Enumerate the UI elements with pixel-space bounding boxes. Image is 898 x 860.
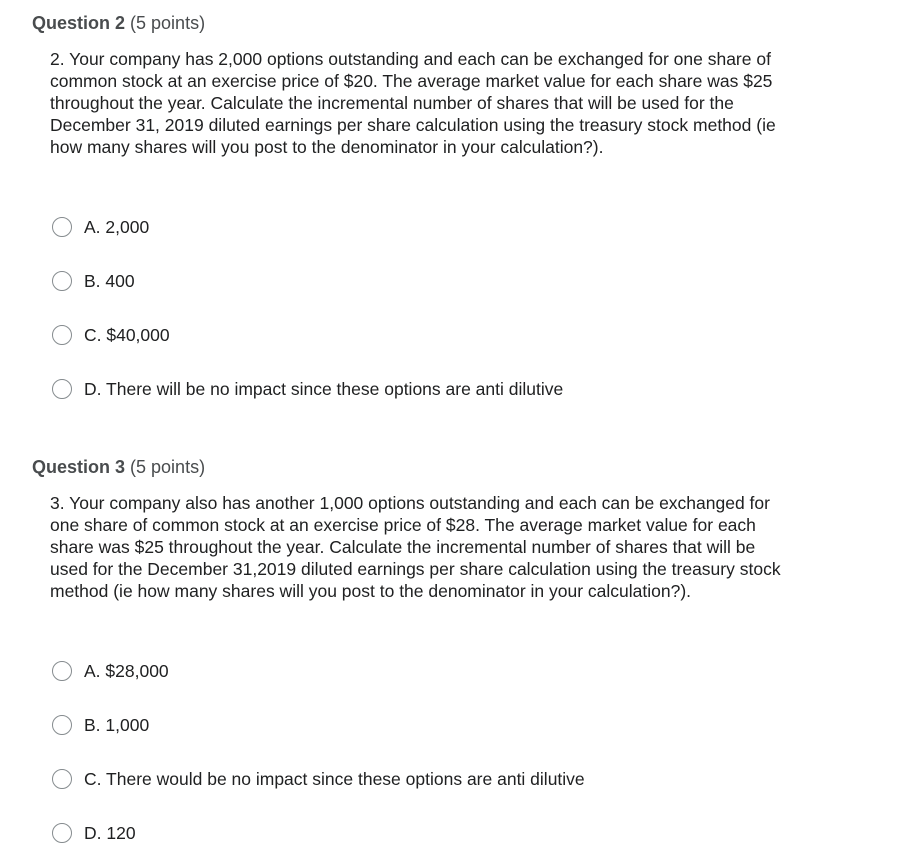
question-text: 3. Your company also has another 1,000 options outstanding and each can be exchanged for one share of common stock at an exercise price of $28. The average market value for each share was $25 throughout the year. Calculate the incremental number of shares that will be used for the December 31,2019 diluted earnings per share calculation using the treasury stock method (ie how many shares will you post to the denominator in your calculation?). bbox=[50, 493, 781, 601]
option-label: A. $28,000 bbox=[84, 660, 169, 681]
option-label: B. 1,000 bbox=[84, 714, 150, 735]
option-label: C. $40,000 bbox=[84, 324, 170, 345]
question-title: Question 3 bbox=[32, 457, 126, 477]
answer-option-a[interactable] bbox=[52, 659, 169, 683]
option-label: B. 400 bbox=[84, 270, 135, 291]
answer-option-b[interactable] bbox=[52, 713, 149, 737]
option-label: D. 120 bbox=[84, 822, 136, 843]
answer-option-a[interactable] bbox=[52, 215, 149, 239]
question-title: Question 2 bbox=[32, 13, 126, 33]
radio-button[interactable] bbox=[52, 769, 72, 789]
question-text: 2. Your company has 2,000 options outstanding and each can be exchanged for one share of common stock at an exercise price of $20. The average market value for each share was $25 throughout the year. Calculate the incremental number of shares that will be used for the December 31, 2019 diluted earnings per share calculation using the treasury stock method (ie how many shares will you post to the denominator in your calculation?). bbox=[50, 49, 776, 157]
answer-option-c[interactable] bbox=[52, 767, 585, 791]
radio-button[interactable] bbox=[52, 661, 72, 681]
answer-option-d[interactable] bbox=[52, 821, 136, 845]
question-header bbox=[32, 12, 205, 34]
question-header bbox=[32, 456, 205, 478]
radio-button[interactable] bbox=[52, 271, 72, 291]
answer-option-b[interactable] bbox=[52, 269, 135, 293]
radio-button[interactable] bbox=[52, 325, 72, 345]
radio-button[interactable] bbox=[52, 379, 72, 399]
option-label: A. 2,000 bbox=[84, 216, 150, 237]
answer-option-c[interactable] bbox=[52, 323, 170, 347]
radio-button[interactable] bbox=[52, 217, 72, 237]
question-points: (5 points) bbox=[130, 13, 206, 33]
answer-option-d[interactable] bbox=[52, 377, 563, 401]
option-label: C. There would be no impact since these options are anti dilutive bbox=[84, 768, 585, 789]
radio-button[interactable] bbox=[52, 823, 72, 843]
radio-button[interactable] bbox=[52, 715, 72, 735]
option-label: D. There will be no impact since these options are anti dilutive bbox=[84, 378, 564, 399]
question-points: (5 points) bbox=[130, 457, 206, 477]
